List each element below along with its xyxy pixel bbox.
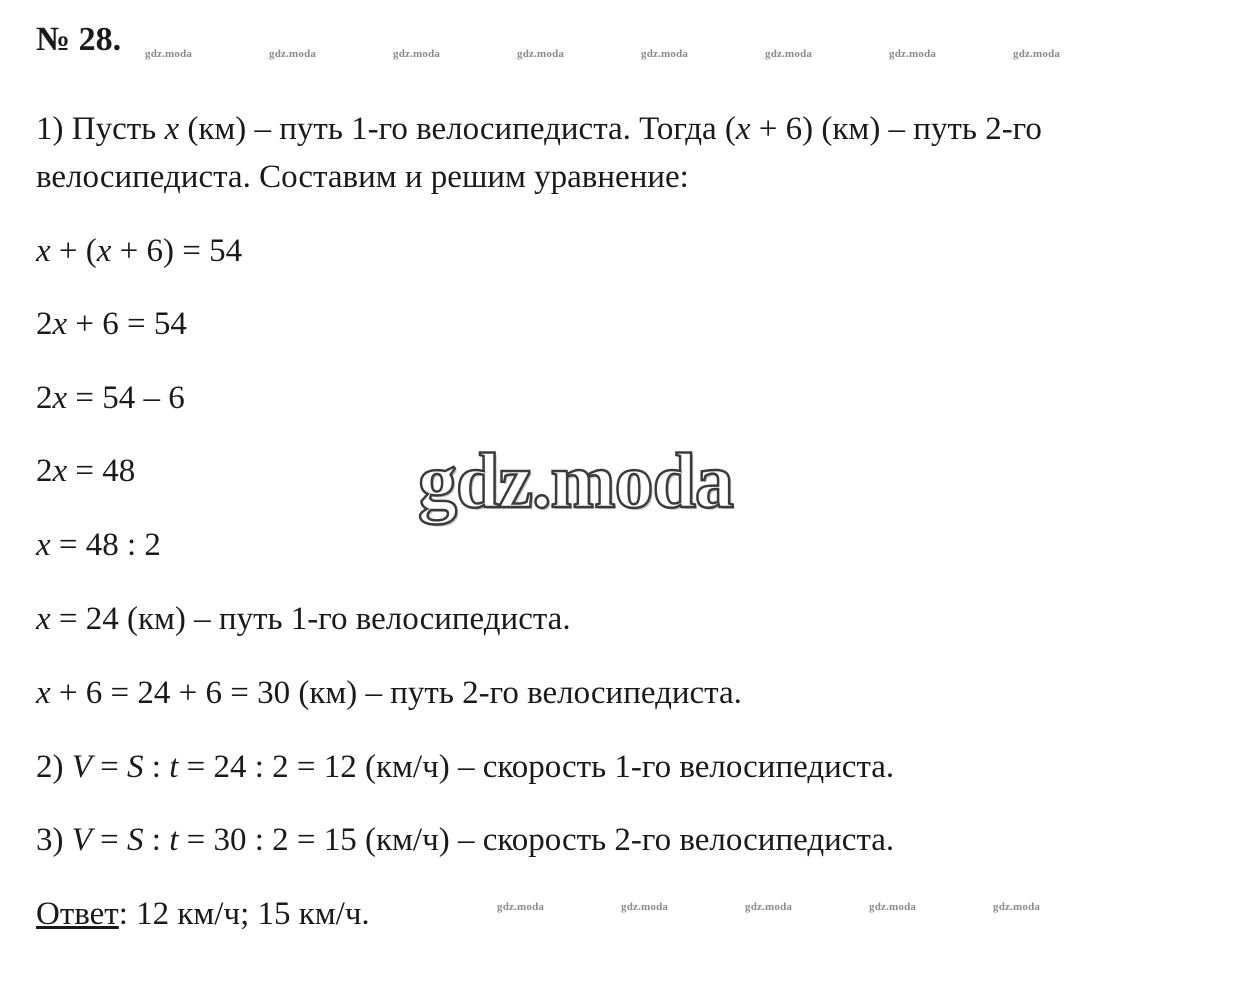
paragraph-line-2: велосипедиста. Составим и решим уравнение: [36,159,689,195]
step-3: 3) V = S : t = 30 : 2 = 15 (км/ч) – скорость 2-го велосипедиста. [36,822,895,858]
watermark-small: gdz.moda [765,48,813,60]
watermark-small: gdz.moda [621,901,669,913]
watermark-small: gdz.moda [993,901,1041,913]
answer [36,893,370,935]
watermark-logo: gdz.moda [418,437,733,524]
equation-7: x + 6 = 24 + 6 = 30 (км) – путь 2-го велосипедиста. [36,675,742,711]
equation-4: 2x = 48 [36,453,136,489]
answer-text: : 12 км/ч; 15 км/ч. [118,896,370,932]
watermark-small: gdz.moda [393,48,441,60]
step-2: 2) V = S : t = 24 : 2 = 12 (км/ч) – скорость 1-го велосипедиста. [36,749,895,785]
answer-label: Ответ [36,896,119,932]
watermark-small: gdz.moda [269,48,317,60]
equation-2: 2x + 6 = 54 [36,306,187,342]
watermark-small: gdz.moda [145,48,193,60]
watermark-small: gdz.moda [869,901,917,913]
watermark-small: gdz.moda [1013,48,1061,60]
equation-3: 2x = 54 – 6 [36,380,185,416]
paragraph-line-1: 1) Пусть x (км) – путь 1-го велосипедиста. Тогда (x + 6) (км) – путь 2-го [36,111,1042,147]
problem-number: № 28. [36,21,122,58]
watermark-small: gdz.moda [497,901,545,913]
watermark-small: gdz.moda [745,901,793,913]
watermark-small: gdz.moda [517,48,565,60]
watermark-small: gdz.moda [889,48,937,60]
equation-1: x + (x + 6) = 54 [36,233,243,269]
equation-6: x = 24 (км) – путь 1-го велосипедиста. [36,601,571,637]
equation-5: x = 48 : 2 [36,527,161,563]
watermark-small: gdz.moda [641,48,689,60]
